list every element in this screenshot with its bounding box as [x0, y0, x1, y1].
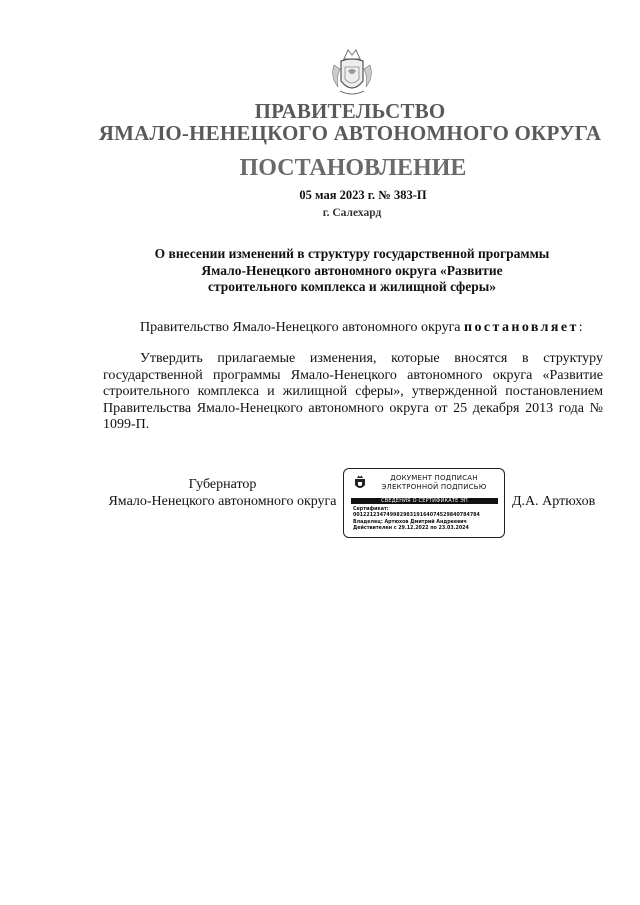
resolution-intro [103, 320, 603, 337]
electronic-signature-stamp [343, 468, 505, 538]
position-title: Губернатор [188, 477, 257, 492]
signatory-name: Д.А. Артюхов [512, 494, 596, 509]
date-number: 05 мая 2023 г. № 383-П [299, 188, 427, 202]
certificate-label: Сертификат: [353, 507, 389, 512]
resolution-paragraph: Утвердить прилагаемые изменения, которые вносятся в структуру государственной программы Ямало-Ненецкого автономного округа «Развитие строительного комплекса и жилищной сферы», утвержденной постановлением Правительства Ямало-Ненецкого автономного округа от 25 декабря 2013 года № 1099-П. [103, 351, 603, 432]
subject-line: Ямало-Ненецкого автономного округа «Развитие [201, 262, 503, 278]
stamp-heading-line: ЭЛЕКТРОННОЙ ПОДПИСЬЮ [381, 482, 487, 491]
resolution-verb: постановляет [464, 320, 579, 335]
position-region: Ямало-Ненецкого автономного округа [108, 494, 337, 509]
resolution-intro-text: Правительство Ямало-Ненецкого автономного округа [140, 320, 465, 335]
government-title: ПРАВИТЕЛЬСТВО [254, 99, 446, 123]
certificate-validity: Действителен с 29.12.2022 по 23.03.2024 [353, 525, 469, 531]
certificate-info-bar: СВЕДЕНИЯ О СЕРТИФИКАТЕ ЭП [351, 498, 498, 504]
stamp-heading [366, 474, 502, 491]
city: г. Салехард [322, 207, 382, 219]
resolution-colon: : [578, 320, 583, 335]
document-type: ПОСТАНОВЛЕНИЕ [239, 155, 467, 181]
subject-line: О внесении изменений в структуру государственной программы [154, 246, 550, 261]
certificate-owner: Владелец: Артюхов Дмитрий Андреевич [353, 519, 467, 525]
region-title: ЯМАЛО-НЕНЕЦКОГО АВТОНОМНОГО ОКРУГА [98, 121, 602, 145]
coat-of-arms-icon [328, 47, 376, 99]
certificate-details [353, 507, 503, 532]
signatory-position [100, 476, 345, 510]
certificate-number: 00122123474998298319164074529840784784 [353, 513, 480, 519]
document-subject [100, 246, 604, 296]
subject-line: строительного комплекса и жилищной сферы» [207, 279, 497, 294]
emblem-icon [353, 475, 367, 491]
stamp-heading-line: ДОКУМЕНТ ПОДПИСАН [390, 474, 478, 482]
